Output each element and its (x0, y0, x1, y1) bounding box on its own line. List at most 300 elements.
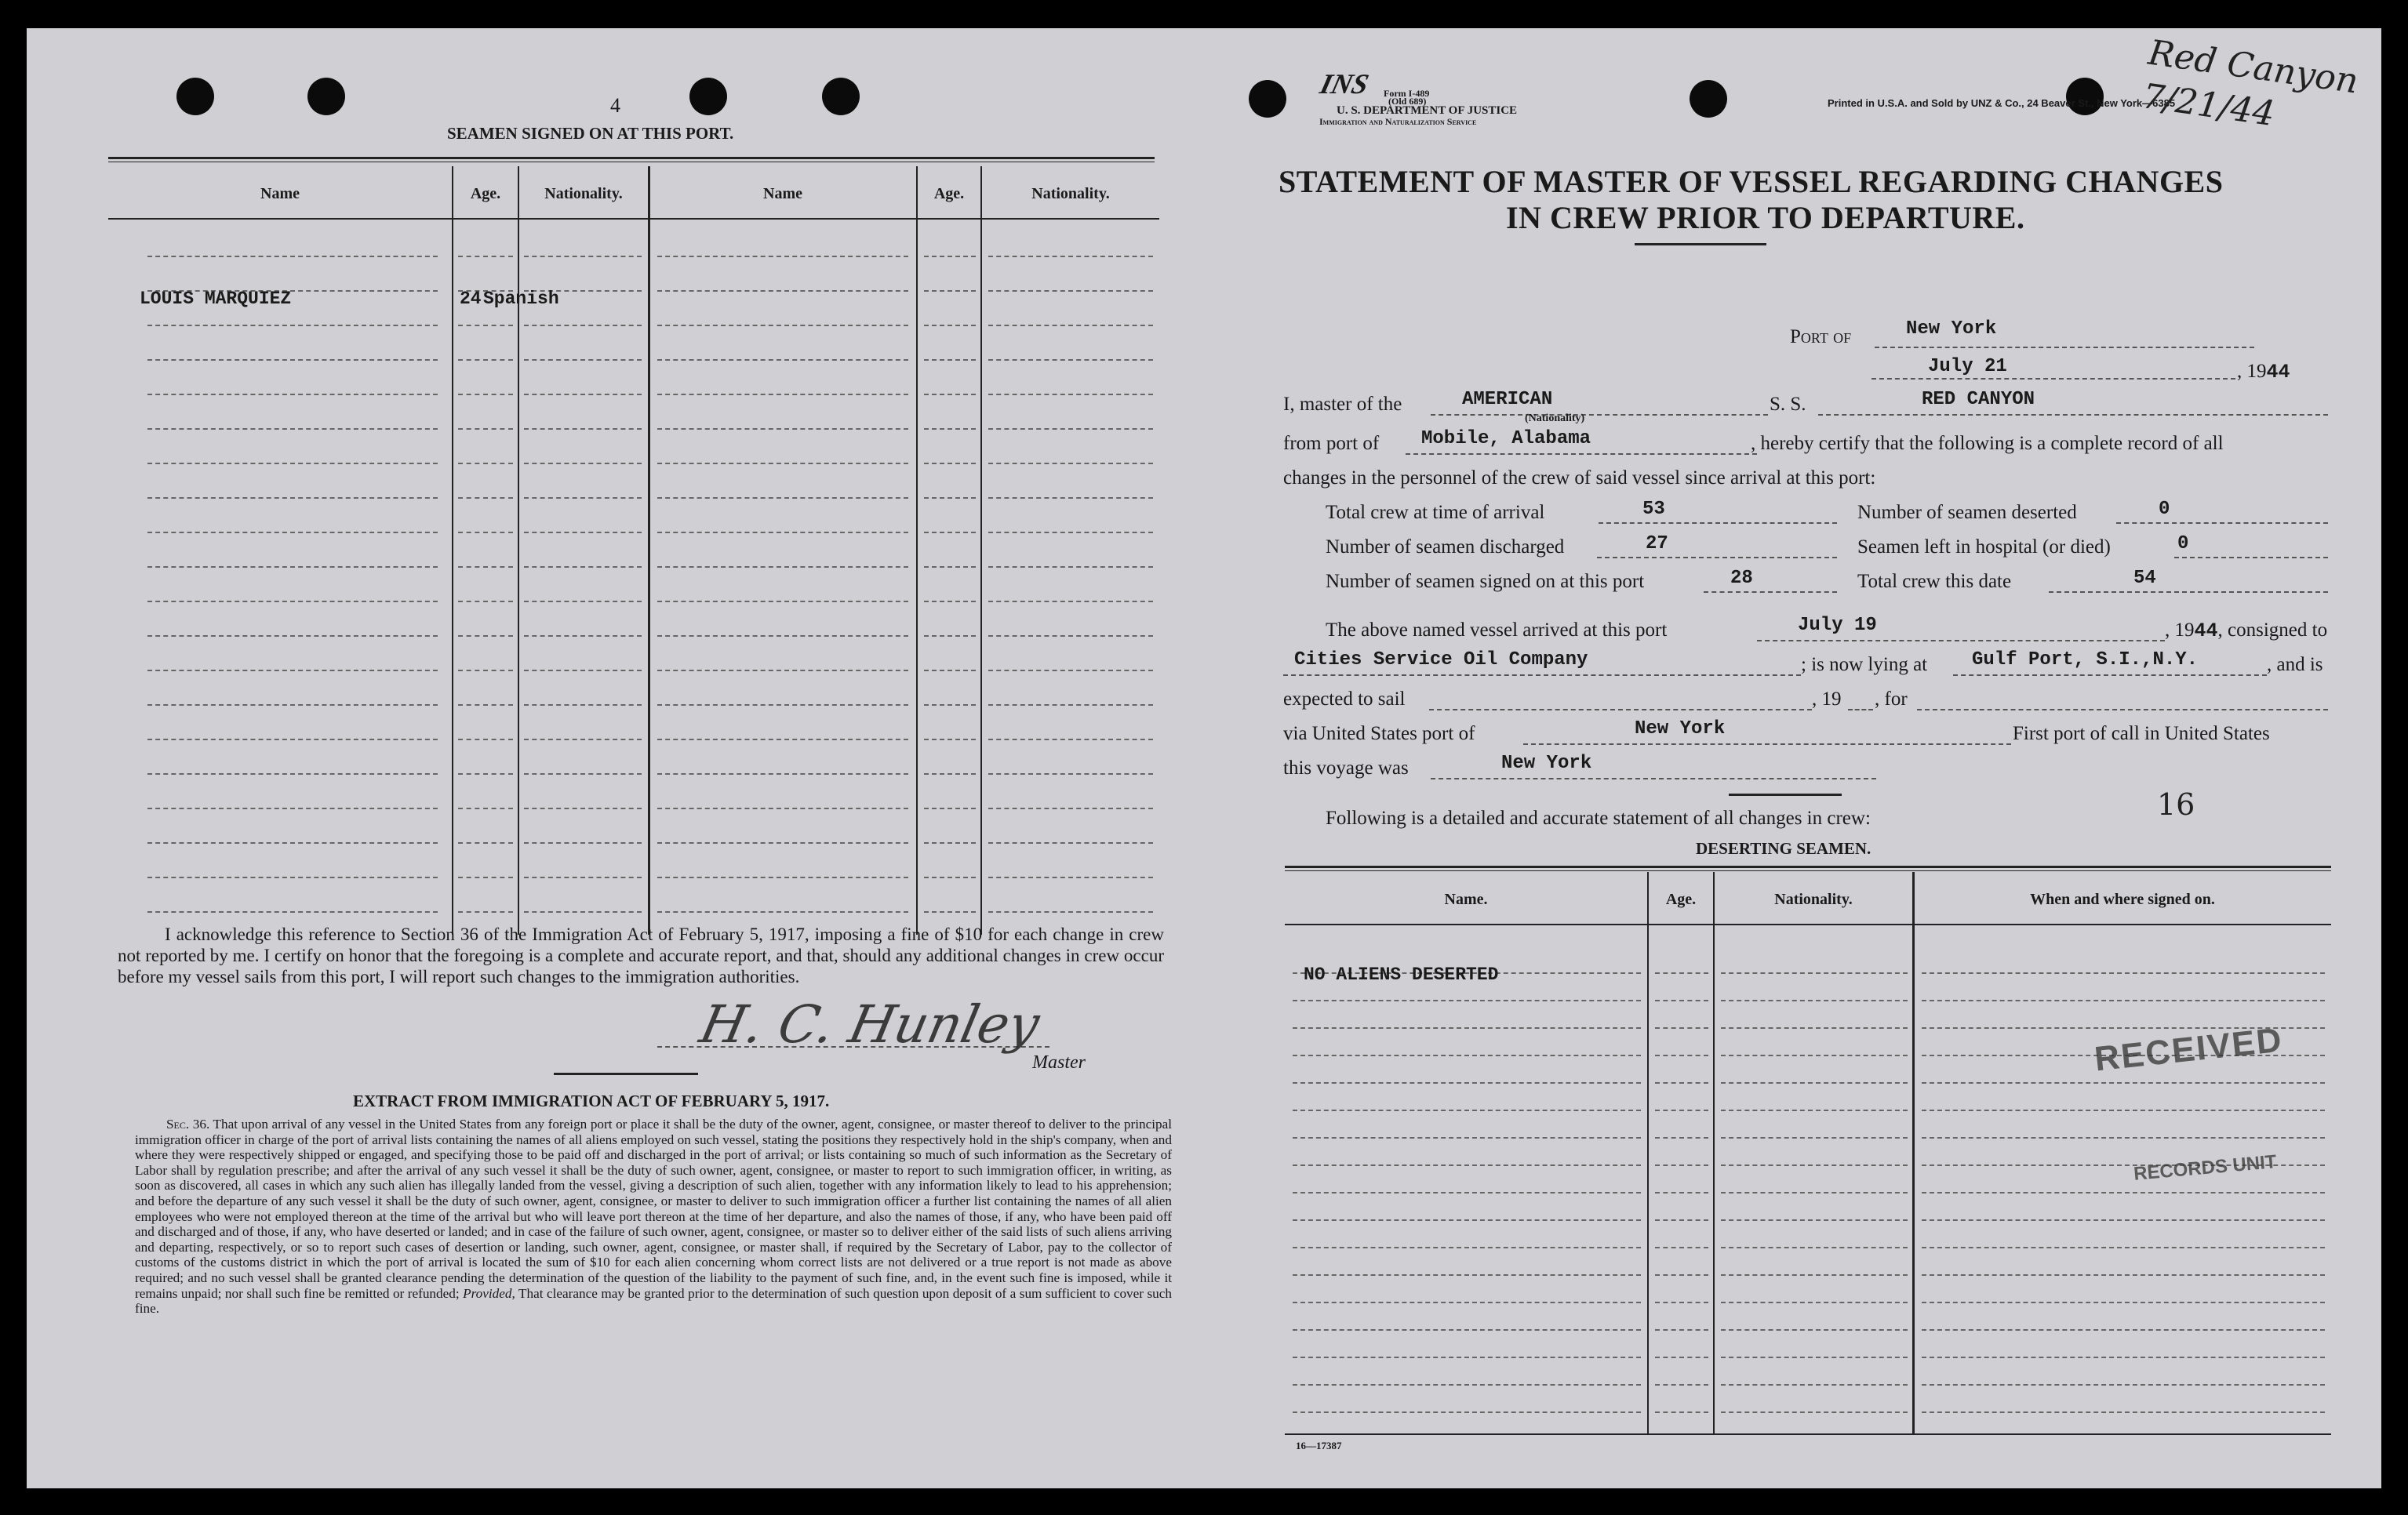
following-text: Following is a detailed and accurate statement of all changes in crew: (1326, 808, 1871, 829)
form-title-line1: STATEMENT OF MASTER OF VESSEL REGARDING CHANGES (1279, 164, 2224, 199)
ruled-line (988, 428, 1153, 430)
fill-line (1757, 640, 2165, 641)
fill-line (1283, 674, 1801, 676)
ruled-line (524, 566, 642, 568)
ruled-line (988, 739, 1153, 740)
ruled-line (1922, 1110, 2325, 1111)
arrived-date: July 19 (1798, 615, 1877, 636)
ruled-line (657, 463, 908, 464)
ruled-line (988, 394, 1153, 395)
ruled-line (1655, 1384, 1708, 1386)
ruled-line (147, 911, 438, 913)
ruled-line (924, 325, 976, 326)
deserted-value: 0 (2159, 499, 2170, 520)
ruled-line (1721, 1302, 1908, 1303)
ruled-line (1922, 1384, 2325, 1386)
ruled-line (524, 635, 642, 637)
ruled-line (988, 670, 1153, 671)
ruled-line (524, 256, 642, 257)
for-label: , for (1875, 688, 1908, 710)
rule (1285, 866, 2331, 868)
ruled-line (988, 601, 1153, 602)
ruled-line (458, 532, 513, 533)
ruled-line (924, 601, 976, 602)
discharged-label: Number of seamen discharged (1326, 536, 1565, 558)
ruled-line (524, 773, 642, 775)
ruled-line (458, 911, 513, 913)
ruled-line (1721, 1384, 1908, 1386)
fill-line (1818, 414, 2328, 416)
total-crew-arrival: 53 (1642, 499, 1665, 520)
col-divider (916, 166, 918, 935)
ruled-line (988, 704, 1153, 706)
ruled-line (524, 808, 642, 809)
ruled-line (924, 359, 976, 361)
fill-line (1406, 453, 1757, 455)
ruled-line (524, 842, 642, 844)
col-header-name: Name (260, 185, 300, 202)
rule (1285, 870, 2331, 871)
fill-line (1523, 743, 2011, 745)
ruled-line (1655, 1411, 1708, 1413)
fill-line (1875, 347, 2254, 348)
ruled-line (147, 704, 438, 706)
ruled-line (657, 394, 908, 395)
ruled-line (1721, 1000, 1908, 1001)
ruled-line (524, 463, 642, 464)
ruled-line (1293, 1302, 1641, 1303)
signed-on-label: Number of seamen signed on at this port (1326, 571, 1645, 592)
ruled-line (147, 877, 438, 878)
service-name: Immigration and Naturalization Service (1319, 116, 1477, 127)
ruled-line (924, 911, 976, 913)
punch-hole (176, 78, 214, 115)
ruled-line (524, 739, 642, 740)
section-label: Sec. 36. (166, 1117, 210, 1132)
hospital-value: 0 (2177, 533, 2189, 554)
col-divider (452, 166, 453, 935)
ruled-line (1721, 1110, 1908, 1111)
ruled-line (924, 877, 976, 878)
discharged-value: 27 (1646, 533, 1668, 554)
header-rule (108, 218, 1159, 220)
total-crew-arrival-label: Total crew at time of arrival (1326, 502, 1545, 523)
ruled-line (657, 842, 908, 844)
ruled-line (1655, 1302, 1708, 1303)
ruled-line (1293, 1027, 1641, 1029)
ruled-line (988, 325, 1153, 326)
ruled-line (657, 877, 908, 878)
voyage-label: this voyage was (1283, 758, 1409, 779)
section-36-text (135, 1117, 1172, 1317)
ruled-line (924, 842, 976, 844)
ruled-line (1655, 1000, 1708, 1001)
fill-line (2049, 591, 2328, 593)
ruled-line (657, 566, 908, 568)
ruled-line (988, 773, 1153, 775)
and-is-label: , and is (2267, 654, 2323, 675)
ruled-line (1293, 1082, 1641, 1084)
extract-heading: EXTRACT FROM IMMIGRATION ACT OF FEBRUARY 5, 1917. (353, 1092, 830, 1110)
deserted-label: Number of seamen deserted (1857, 502, 2077, 523)
ruled-line (924, 290, 976, 292)
ruled-line (147, 773, 438, 775)
ruled-line (1655, 1110, 1708, 1111)
nationality-value: AMERICAN (1462, 389, 1553, 410)
ruled-line (657, 325, 908, 326)
deserting-entry: NO ALIENS DESERTED (1304, 965, 1499, 985)
ruled-line (458, 704, 513, 706)
ruled-line (458, 428, 513, 430)
ruled-line (1721, 972, 1908, 974)
ruled-line (657, 739, 908, 740)
col-divider (518, 166, 519, 935)
ruled-line (924, 566, 976, 568)
arrived-year (2165, 619, 2327, 642)
consigned-label: , consigned to (2217, 619, 2328, 641)
ruled-line (524, 670, 642, 671)
ruled-line (924, 532, 976, 533)
col-header-age: Age. (933, 185, 965, 202)
ruled-line (657, 428, 908, 430)
ruled-line (147, 842, 438, 844)
punch-hole (307, 78, 345, 115)
ruled-line (1655, 1247, 1708, 1248)
ruled-line (1655, 1137, 1708, 1139)
entry-name: LOUIS MARQUIEZ (140, 289, 292, 309)
ruled-line (458, 670, 513, 671)
port-label: Port of (1790, 326, 1852, 347)
ruled-line (147, 325, 438, 326)
total-crew-date: 54 (2133, 568, 2156, 589)
fill-line (1431, 778, 1876, 779)
expected-year-label: , 19 (1812, 688, 1842, 710)
ruled-line (924, 428, 976, 430)
master-signature: H. C. Hunley (694, 994, 1045, 1055)
ruled-line (988, 566, 1153, 568)
ruled-line (147, 566, 438, 568)
ruled-line (988, 911, 1153, 913)
hospital-label: Seamen left in hospital (or died) (1857, 536, 2111, 558)
rule (1729, 794, 1842, 796)
col-divider (1647, 872, 1649, 1433)
ruled-line (924, 394, 976, 395)
acknowledgement-text: I acknowledge this reference to Section 36 of the Immigration Act of February 5, 1917, imposing a fine of $10 for each change in crew not reported by me. I certify on honor that the foregoing is a complete and accurate report, and that, should any additional changes in crew occur before my vessel sails from this port, I will report such changes to the immigration authorities. (118, 925, 1164, 986)
ruled-line (988, 877, 1153, 878)
deserting-table (1285, 872, 2331, 1433)
seamen-signed-on-heading: SEAMEN SIGNED ON AT THIS PORT. (447, 124, 734, 143)
desert-col-age: Age. (1665, 891, 1697, 908)
ruled-line (1293, 1192, 1641, 1193)
ruled-line (657, 670, 908, 671)
ruled-line (147, 532, 438, 533)
ruled-line (924, 463, 976, 464)
ruled-line (147, 359, 438, 361)
ruled-line (524, 532, 642, 533)
ruled-line (657, 532, 908, 533)
ruled-line (1721, 1055, 1908, 1056)
punch-hole (822, 78, 860, 115)
ruled-line (524, 359, 642, 361)
ruled-line (458, 463, 513, 464)
ruled-line (1721, 1329, 1908, 1331)
fill-line (1431, 414, 1768, 416)
desert-col-nationality: Nationality. (1774, 891, 1853, 908)
ruled-line (1922, 1274, 2325, 1276)
certify-text: , hereby certify that the following is a complete record of all (1751, 433, 2224, 454)
ruled-line (524, 325, 642, 326)
ruled-line (1293, 1247, 1641, 1248)
rule (108, 157, 1155, 159)
left-page-number: 4 (610, 94, 620, 117)
ruled-line (147, 670, 438, 671)
header-rule (1285, 924, 2331, 925)
form-title-line2: IN CREW PRIOR TO DEPARTURE. (1506, 200, 2025, 235)
rule (554, 1073, 698, 1075)
ruled-line (147, 601, 438, 602)
ruled-line (1655, 972, 1708, 974)
ruled-line (1293, 1329, 1641, 1331)
ruled-line (1655, 1219, 1708, 1221)
expected-label: expected to sail (1283, 688, 1406, 710)
first-port-label: First port of call in United States (2013, 723, 2270, 744)
ship-name: RED CANYON (1922, 389, 2035, 410)
punch-hole (2066, 78, 2104, 115)
ruled-line (1922, 972, 2325, 974)
fill-line (2174, 557, 2328, 558)
ruled-line (1721, 1357, 1908, 1358)
total-crew-date-label: Total crew this date (1857, 571, 2012, 592)
section-body: That upon arrival of any vessel in the United States from any foreign port or place it shall be the duty of the owner, agent, consignee, or master thereof to deliver to the principal immigration officer in charge of the port of arrival lists containing the names of all aliens employed on such vessel, stating the positions they respectively hold in the ship's company, when and where they were respectively shipped or engaged, and specifying those to be paid off and discharged in the port of arrival; or lists containing so much of such information as the Secretary of Labor shall by regulation prescribe; and after the arrival of any such vessel it shall be the duty of such owner, agent, consignee, or master to report to such immigration officer, in writing, as soon as discovered, all cases in which any such alien has illegally landed from the vessel, giving a description of such alien, together with any information likely to lead to his apprehension; and before the departure of any such vessel it shall be the duty of such owner, agent, consignee, or master to deliver to such immigration officer a further list containing the names of all alien employees who were not employed thereon at the time of the arrival but who will leave port thereon at the time of her departure, and also the names of those, if any, who have been paid off and discharged and of those, if any, who have deserted or landed; and in case of the failure of such owner, agent, consignee, or master so to deliver either of the said lists of such aliens arriving and departing, respectively, or so to report such cases of desertion or landing, such owner, agent, consignee, or master shall, if required by the Secretary of Labor, pay to the collector of customs of the customs district in which the port of arrival is located the sum of $10 for each alien concerning whom correct lists are not delivered or a true report is not made as above required; and no such vessel shall be granted clearance pending the determination of the question of the liability to the payment of such fine, and, in the event such fine is imposed, while it remains unpaid; nor shall such fine be remitted or refunded; (135, 1117, 1172, 1301)
ruled-line (1721, 1274, 1908, 1276)
fill-line (1599, 522, 1837, 524)
ruled-line (1293, 1411, 1641, 1413)
ruled-line (1655, 1082, 1708, 1084)
arrived-year-prefix: , 19 (2165, 619, 2195, 641)
signed-on-table (108, 166, 1159, 935)
ruled-line (524, 877, 642, 878)
form-number: Form I-489 (1384, 88, 1430, 99)
received-stamp: RECEIVED (2093, 1020, 2285, 1079)
fill-line (2116, 522, 2328, 524)
punch-hole (689, 78, 727, 115)
ruled-line (147, 635, 438, 637)
col-divider (1713, 872, 1715, 1433)
via-label: via United States port of (1283, 723, 1475, 744)
ruled-line (147, 428, 438, 430)
ruled-line (147, 497, 438, 499)
ruled-line (924, 739, 976, 740)
ruled-line (458, 877, 513, 878)
ruled-line (1721, 1219, 1908, 1221)
ruled-line (1721, 1411, 1908, 1413)
ruled-line (147, 256, 438, 257)
ruled-line (924, 635, 976, 637)
deserting-heading: DESERTING SEAMEN. (1696, 839, 1871, 858)
ruled-line (524, 428, 642, 430)
ruled-line (1721, 1247, 1908, 1248)
proviso-word: Provided, (463, 1285, 515, 1301)
ruled-line (657, 601, 908, 602)
ruled-line (1721, 1192, 1908, 1193)
ruled-line (988, 290, 1153, 292)
fill-line (1848, 709, 1873, 710)
fill-line (1917, 709, 2328, 710)
ruled-line (1655, 1027, 1708, 1029)
records-unit-stamp: RECORDS UNIT (2133, 1151, 2278, 1185)
ruled-line (458, 601, 513, 602)
col-header-nationality: Nationality. (1031, 185, 1110, 202)
signed-on-value: 28 (1730, 568, 1753, 589)
ruled-line (458, 773, 513, 775)
nationality-caption: (Nationality) (1525, 412, 1585, 424)
ruled-line (458, 256, 513, 257)
ruled-line (657, 497, 908, 499)
lying-at-value: Gulf Port, S.I.,N.Y. (1972, 649, 2199, 670)
col-header-nationality: Nationality. (544, 185, 623, 202)
punch-hole (1249, 80, 1286, 118)
department-name: U. S. DEPARTMENT OF JUSTICE (1337, 104, 1518, 117)
ruled-line (988, 256, 1153, 257)
fill-line (1429, 709, 1812, 710)
ruled-line (657, 359, 908, 361)
old-form-number: (Old 689) (1388, 96, 1427, 107)
ruled-line (1655, 1274, 1708, 1276)
ruled-line (1922, 1219, 2325, 1221)
ruled-line (1655, 1164, 1708, 1166)
ruled-line (1293, 1219, 1641, 1221)
fill-line (1953, 674, 2267, 676)
via-port-value: New York (1635, 718, 1726, 739)
ruled-line (147, 394, 438, 395)
ruled-line (147, 808, 438, 809)
ruled-line (1922, 1082, 2325, 1084)
ruled-line (988, 635, 1153, 637)
port-value: New York (1906, 318, 1997, 340)
arrived-label: The above named vessel arrived at this port (1326, 619, 1668, 641)
handwritten-annotation: Red Canyon 7/21/44 (2140, 32, 2361, 135)
ruled-line (988, 463, 1153, 464)
rule (1635, 243, 1766, 245)
ruled-line (657, 635, 908, 637)
ruled-line (657, 808, 908, 809)
ruled-line (988, 497, 1153, 499)
entry-nationality: Spanish (483, 289, 559, 309)
ruled-line (1655, 1329, 1708, 1331)
ruled-line (924, 497, 976, 499)
from-port-value: Mobile, Alabama (1421, 428, 1591, 449)
certify-text-2: changes in the personnel of the crew of said vessel since arrival at this port: (1283, 467, 1876, 489)
ruled-line (1293, 1357, 1641, 1358)
rule (1285, 1433, 2331, 1435)
ruled-line (1293, 1000, 1641, 1001)
ruled-line (1293, 1137, 1641, 1139)
ruled-line (524, 704, 642, 706)
ruled-line (1721, 1082, 1908, 1084)
ruled-line (524, 911, 642, 913)
entry-age: 24 (460, 289, 482, 309)
ss-label: S. S. (1770, 394, 1806, 415)
ruled-line (1922, 1329, 2325, 1331)
lying-label: ; is now lying at (1801, 654, 1928, 675)
ruled-line (524, 394, 642, 395)
fill-line (1704, 591, 1837, 593)
ruled-line (924, 670, 976, 671)
ruled-line (458, 325, 513, 326)
desert-col-name: Name. (1444, 891, 1488, 908)
voyage-port-value: New York (1501, 753, 1592, 774)
printer-note: Printed in U.S.A. and Sold by UNZ & Co., 24 Beaver St., New York—6385 (1828, 97, 2176, 109)
ruled-line (524, 601, 642, 602)
document-sheet (27, 28, 2381, 1488)
ruled-line (657, 911, 908, 913)
ruled-line (1293, 1055, 1641, 1056)
ruled-line (458, 635, 513, 637)
page-mark: 16 (2157, 787, 2195, 822)
col-header-name: Name (763, 185, 802, 202)
ruled-line (924, 704, 976, 706)
fill-line (1597, 557, 1837, 558)
arrived-year-value: 44 (2194, 619, 2218, 642)
ruled-line (1922, 1411, 2325, 1413)
ruled-line (458, 808, 513, 809)
ruled-line (988, 532, 1153, 533)
date-value: July 21 (1928, 356, 2007, 377)
ruled-line (1721, 1027, 1908, 1029)
ruled-line (657, 704, 908, 706)
ruled-line (1655, 1357, 1708, 1358)
ruled-line (924, 773, 976, 775)
ruled-line (988, 808, 1153, 809)
year-prefix-text: 19 (2246, 361, 2267, 382)
ruled-line (1922, 1000, 2325, 1001)
fill-line (1871, 378, 2235, 380)
ruled-line (657, 773, 908, 775)
master-of-label: I, master of the (1283, 394, 1402, 415)
ruled-line (1655, 1192, 1708, 1193)
year-prefix: , 1944 (2237, 361, 2290, 383)
ruled-line (1721, 1137, 1908, 1139)
footer-code: 16—17387 (1296, 1440, 1342, 1451)
ruled-line (1922, 1302, 2325, 1303)
col-divider (980, 166, 982, 935)
ruled-line (1655, 1055, 1708, 1056)
ruled-line (1293, 1384, 1641, 1386)
ruled-line (924, 808, 976, 809)
col-divider (648, 166, 650, 935)
from-port-label: from port of (1283, 433, 1380, 454)
ruled-line (1293, 1164, 1641, 1166)
desert-col-signed-on: When and where signed on. (2030, 891, 2215, 908)
ruled-line (1293, 1110, 1641, 1111)
ruled-line (1922, 1247, 2325, 1248)
col-header-age: Age. (470, 185, 501, 202)
ruled-line (458, 359, 513, 361)
ruled-line (458, 739, 513, 740)
ruled-line (988, 842, 1153, 844)
form-logo: INS (1317, 68, 1373, 100)
col-divider (1912, 872, 1915, 1433)
year-value: 44 (2266, 361, 2290, 383)
proviso-body: That clearance may be granted prior to the determination of such question upon deposit of a sum sufficient to cover such fine. (135, 1285, 1172, 1317)
master-label: Master (1032, 1052, 1086, 1073)
ruled-line (1922, 1192, 2325, 1193)
ruled-line (988, 359, 1153, 361)
ruled-line (924, 256, 976, 257)
ruled-line (657, 290, 908, 292)
ruled-line (458, 566, 513, 568)
ruled-line (458, 842, 513, 844)
